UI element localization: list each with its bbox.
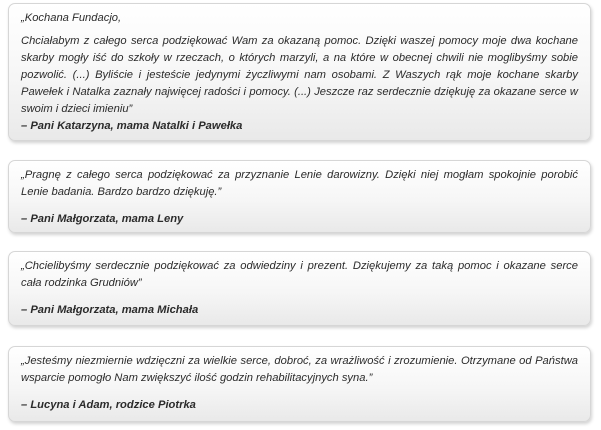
testimonial-card-malgorzata-leny [8, 160, 591, 233]
testimonial-card-katarzyna [8, 3, 591, 141]
testimonial-signature: – Pani Małgorzata, mama Leny [21, 213, 184, 225]
testimonial-text: „Jesteśmy niezmiernie wdzięczni za wielkie serce, dobroć, za wrażliwość i zrozumienie. Otrzymane od Państwa wsparcie pomogło Nam zwiększyć ilość godzin rehabilitacyjnych syna.” [21, 355, 578, 384]
testimonial-greeting: „Kochana Fundacjo, [21, 12, 122, 24]
testimonial-card-lucyna-adam [8, 346, 591, 422]
testimonial-text: „Pragnę z całego serca podziękować za przyznanie Lenie darowizny. Dzięki niej mogłam spokojnie porobić Lenie badania. Bardzo bardzo dziękuję.” [21, 169, 578, 198]
testimonial-signature: – Pani Katarzyna, mama Natalki i Pawełka [21, 120, 243, 132]
testimonial-signature: – Lucyna i Adam, rodzice Piotrka [21, 399, 196, 411]
testimonial-text: Chciałabym z całego serca podziękować Wam za okazaną pomoc. Dzięki waszej pomocy moje dwa kochane skarby mogły iść do szkoły w rzeczach, o których marzyli, a na które w obecnej chwili nie moglibyśmy sobie pozwolić. (...) Byliście i jesteście jedynymi życzliwymi nam osobami. Z Waszych rąk moje kochane skarby Pawełek i Natalka zaznały najwięcej radości i pomocy. (...) Jeszcze raz serdecznie dziękuję za okazane serce w swoim i dzieci imieniu” [21, 35, 578, 115]
testimonial-card-malgorzata-michala [8, 251, 591, 326]
testimonial-signature: – Pani Małgorzata, mama Michała [21, 304, 199, 316]
testimonial-text: „Chcielibyśmy serdecznie podziękować za odwiedziny i prezent. Dziękujemy za taką pomoc i okazane serce cała rodzinka Grudniów” [21, 260, 578, 289]
